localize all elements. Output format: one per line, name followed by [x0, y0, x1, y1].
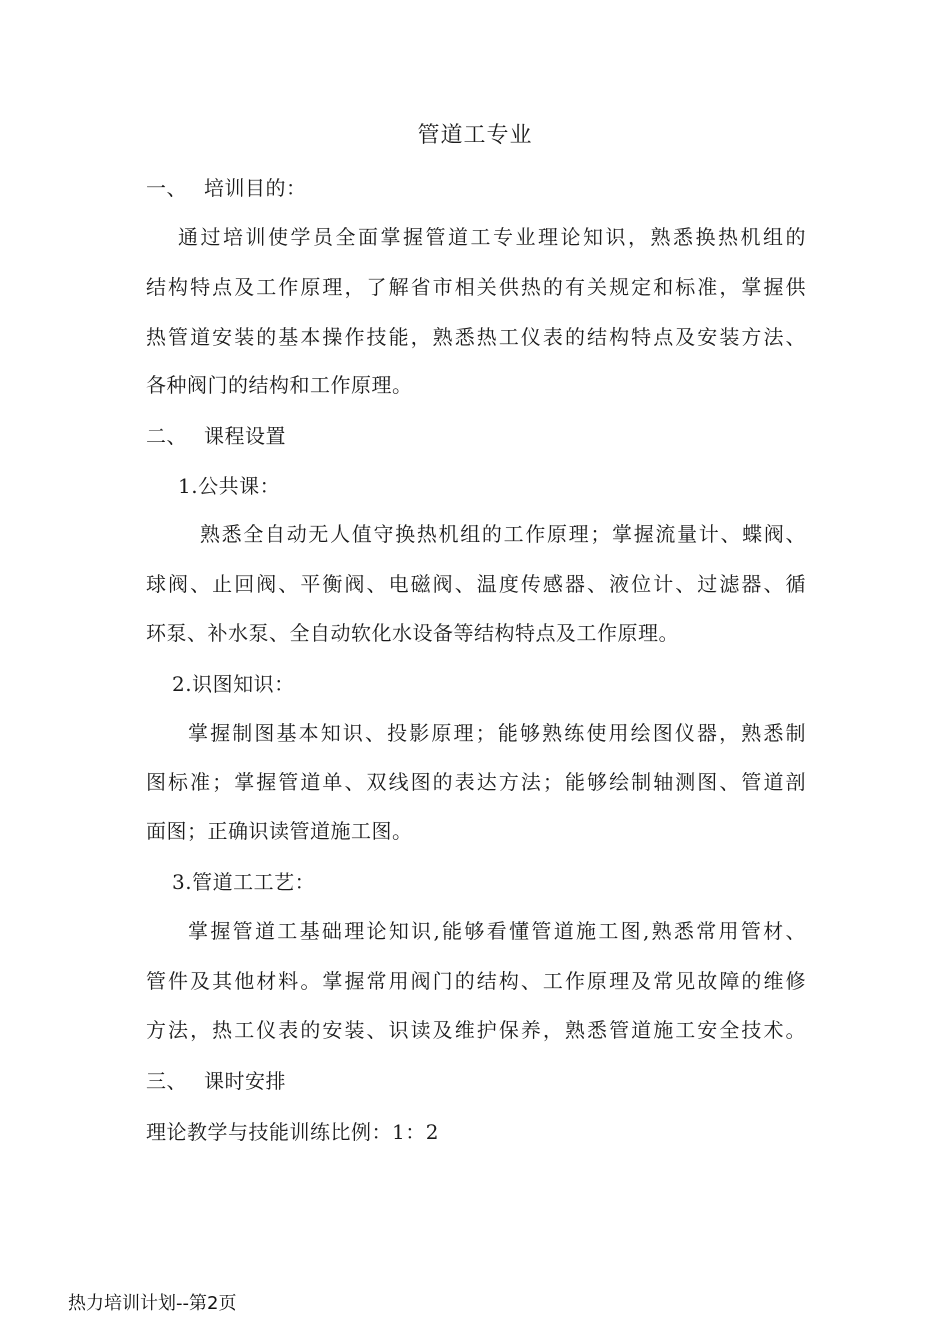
section1-number: 一、 — [146, 176, 187, 200]
section1-line-3: 热管道安装的基本操作技能，熟悉热工仪表的结构特点及安装方法、 — [146, 325, 806, 349]
sub2-line-1: 掌握制图基本知识、投影原理；能够熟练使用绘图仪器，熟悉制 — [188, 721, 806, 745]
sub1-line-3: 环泵、补水泵、全自动软化水设备等结构特点及工作原理。 — [146, 621, 679, 645]
section1-line-1: 通过培训使学员全面掌握管道工专业理论知识，熟悉换热机组的 — [178, 225, 806, 249]
section3-line-1: 理论教学与技能训练比例：1：2 — [146, 1120, 439, 1144]
sub3-line-2: 管件及其他材料。掌握常用阀门的结构、工作原理及常见故障的维修 — [146, 969, 806, 993]
section3-heading — [146, 1066, 286, 1096]
sub3-line-1: 掌握管道工基础理论知识,能够看懂管道施工图,熟悉常用管材、 — [188, 919, 806, 943]
page-footer: 热力培训计划--第2页 — [68, 1293, 237, 1314]
sub2-line-3: 面图；正确识读管道施工图。 — [146, 819, 413, 843]
section3-title: 课时安排 — [204, 1069, 286, 1093]
section1-line-4: 各种阀门的结构和工作原理。 — [146, 373, 413, 397]
section3-number: 三、 — [146, 1069, 187, 1093]
section1-line-2: 结构特点及工作原理，了解省市相关供热的有关规定和标准，掌握供 — [146, 275, 806, 299]
section2-heading — [146, 421, 286, 451]
sub1-line-1: 熟悉全自动无人值守换热机组的工作原理；掌握流量计、蝶阀、 — [200, 522, 806, 546]
page-title: 管道工专业 — [417, 123, 533, 148]
section1-title: 培训目的： — [204, 176, 307, 200]
sub2-line-2: 图标准；掌握管道单、双线图的表达方法；能够绘制轴测图、管道剖 — [146, 770, 806, 794]
sub2-heading: 2.识图知识： — [172, 672, 295, 696]
sub1-heading: 1.公共课： — [178, 474, 281, 498]
sub3-heading: 3.管道工工艺： — [172, 870, 316, 894]
section1-heading — [146, 173, 307, 203]
sub3-line-3: 方法，热工仪表的安装、识读及维护保养，熟悉管道施工安全技术。 — [146, 1018, 806, 1042]
section2-title: 课程设置 — [204, 424, 286, 448]
section2-number: 二、 — [146, 424, 187, 448]
sub1-line-2: 球阀、止回阀、平衡阀、电磁阀、温度传感器、液位计、过滤器、循 — [146, 572, 806, 596]
